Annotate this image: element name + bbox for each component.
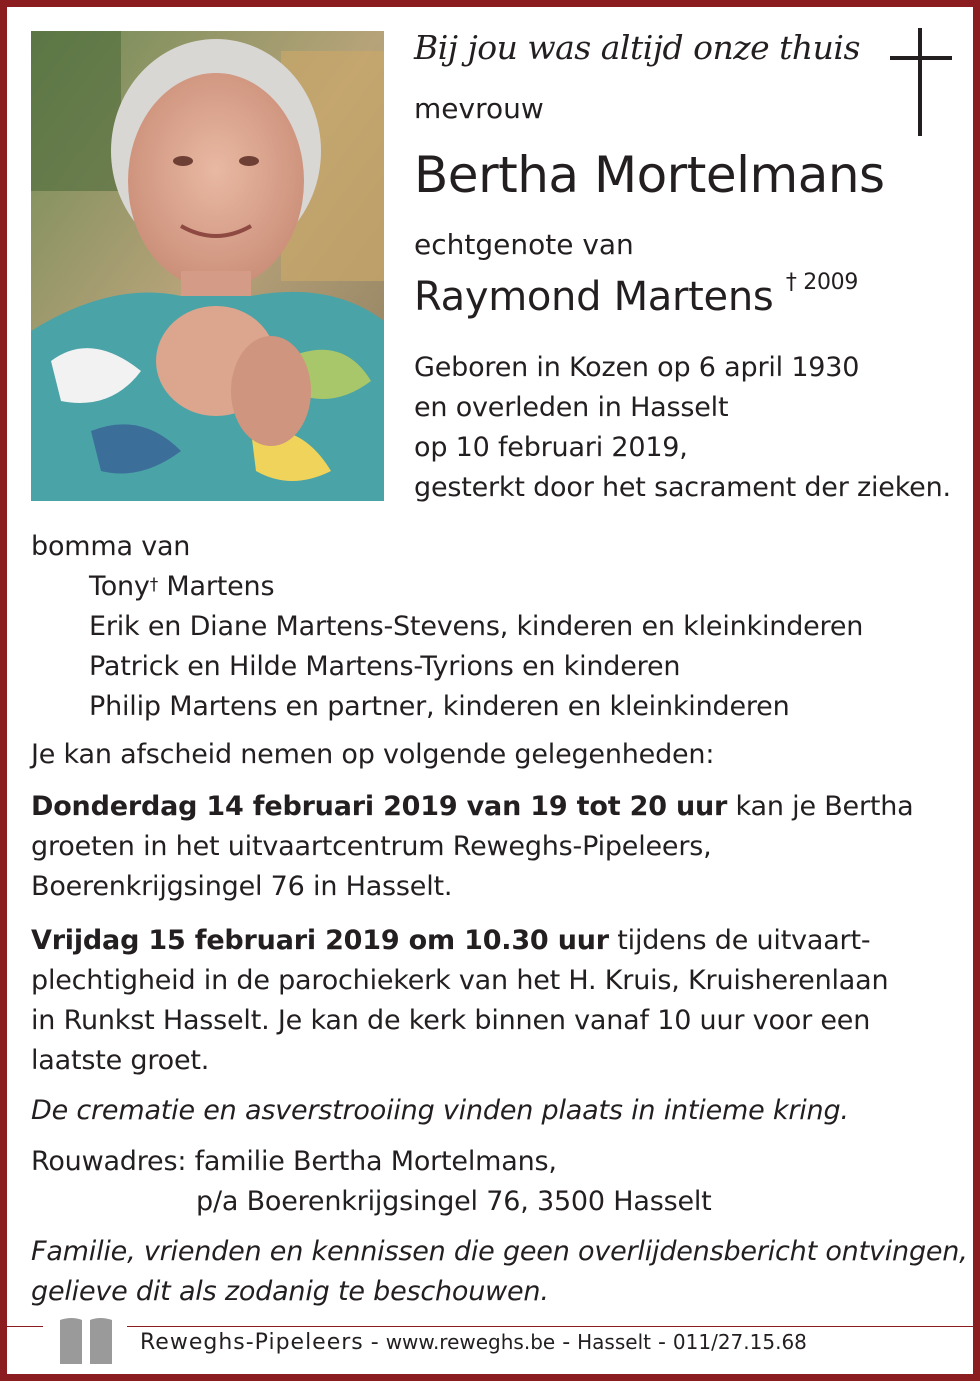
footer-rule-right	[127, 1326, 973, 1327]
family-member-tony	[89, 567, 274, 607]
bio	[414, 348, 974, 508]
footer-phone: 011/27.15.68	[672, 1330, 807, 1354]
event1-line1	[31, 787, 914, 827]
family-member: Patrick en Hilde Martens-Tyrions en kinderen	[89, 651, 681, 682]
event2-date: Vrijdag 15 februari 2019 om 10.30 uur	[31, 925, 609, 956]
footer-text	[140, 1330, 807, 1355]
farewell-intro: Je kan afscheid nemen op volgende gelegenheden:	[31, 739, 715, 770]
tony-first: Tony	[89, 571, 150, 602]
notice-line2: gelieve dit als zodanig te beschouwen.	[31, 1276, 549, 1307]
title-prefix: mevrouw	[414, 92, 544, 125]
cremation-note: De crematie en asverstrooiing vinden plaats in intieme kring.	[31, 1095, 849, 1126]
address-line1: Rouwadres: familie Bertha Mortelmans,	[31, 1146, 557, 1177]
motto: Bij jou was altijd onze thuis	[414, 28, 860, 67]
spouse-death: † 2009	[785, 270, 859, 295]
event1-line2: groeten in het uitvaartcentrum Reweghs-Pipeleers,	[31, 831, 712, 862]
event1-line3: Boerenkrijgsingel 76 in Hasselt.	[31, 871, 453, 902]
event2-rest: tijdens de uitvaart-	[608, 925, 871, 956]
bio-line: gesterkt door het sacrament der zieken.	[414, 472, 951, 503]
spouse-name: Raymond Martens	[414, 274, 774, 320]
address-line2: p/a Boerenkrijgsingel 76, 3500 Hasselt	[196, 1186, 712, 1217]
spouse-name-line	[414, 270, 859, 320]
footer-company: Reweghs-Pipeleers	[140, 1330, 364, 1355]
portrait-photo	[31, 31, 384, 501]
family-intro: bomma van	[31, 531, 191, 562]
footer-rule-left	[7, 1326, 43, 1327]
bio-line: op 10 februari 2019,	[414, 432, 688, 463]
footer-separator: -	[650, 1330, 673, 1355]
bio-line: Geboren in Kozen op 6 april 1930	[414, 352, 860, 383]
event2-line2: plechtigheid in de parochiekerk van het H. Kruis, Kruisherenlaan	[31, 965, 889, 996]
deceased-name: Bertha Mortelmans	[414, 146, 885, 204]
footer-separator: -	[555, 1330, 578, 1355]
footer-city: Hasselt	[577, 1330, 651, 1354]
event2-line3: in Runkst Hasselt. Je kan de kerk binnen vanaf 10 uur voor een	[31, 1005, 871, 1036]
footer-website[interactable]: www.reweghs.be	[385, 1330, 556, 1354]
event2-line4: laatste groet.	[31, 1045, 210, 1076]
bio-line: en overleden in Hasselt	[414, 392, 729, 423]
event1-rest: kan je Bertha	[727, 791, 914, 822]
footer-separator: -	[363, 1330, 386, 1355]
family-member: Philip Martens en partner, kinderen en kleinkinderen	[89, 691, 790, 722]
cross-icon	[890, 28, 952, 136]
spouse-label: echtgenote van	[414, 228, 634, 261]
tony-last: Martens	[166, 571, 275, 602]
family-member: Erik en Diane Martens-Stevens, kinderen en kleinkinderen	[89, 611, 864, 642]
funeral-home-logo	[58, 1316, 114, 1364]
notice-line1: Familie, vrienden en kennissen die geen overlijdensbericht ontvingen,	[31, 1236, 968, 1267]
event1-date: Donderdag 14 februari 2019 van 19 tot 20 uur	[31, 791, 728, 822]
tony-cross: †	[149, 575, 159, 595]
event2-line1	[31, 921, 870, 961]
